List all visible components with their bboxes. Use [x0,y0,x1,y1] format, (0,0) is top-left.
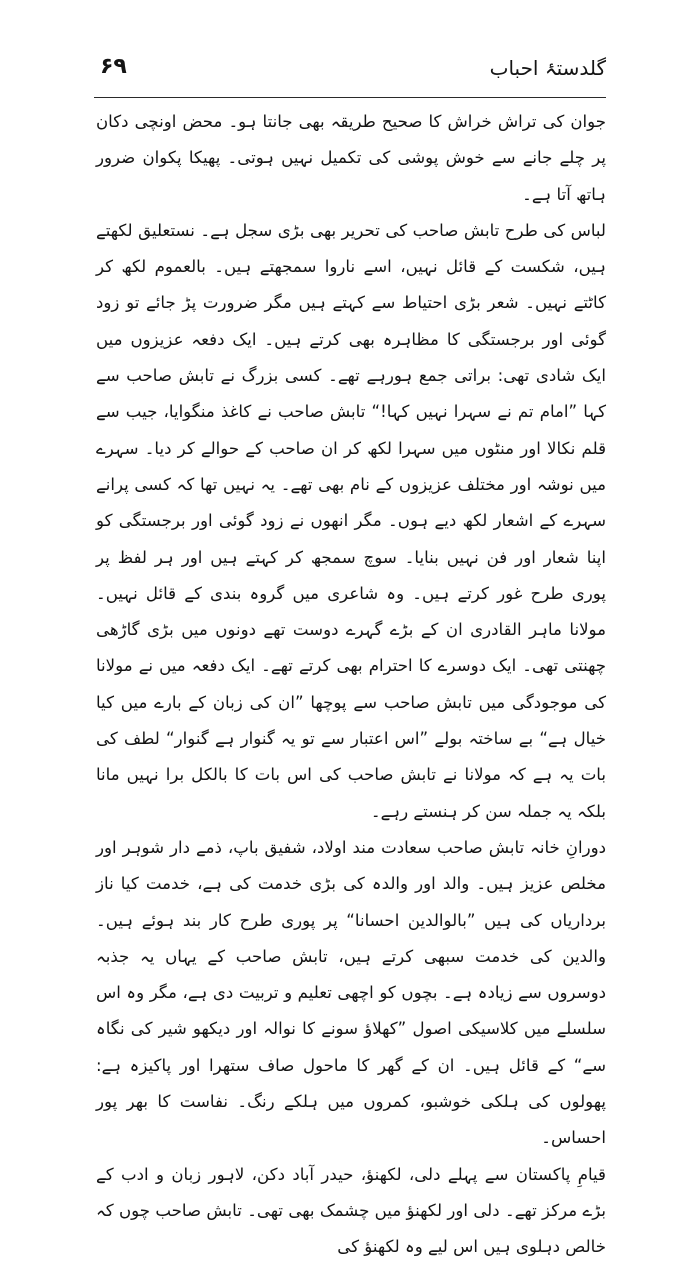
paragraph-2: لباس کی طرح تابش صاحب کی تحریر بھی بڑی سجل ہے۔ نستعلیق لکھتے ہیں، شکست کے قائل نہیں، اسے ناروا سمجھتے ہیں۔ بالعموم لکھ کر کاٹتے نہیں۔ شعر بڑی احتیاط سے کہتے ہیں مگر ضرورت پڑ جائے تو زود گوئی اور برجستگی کا مظاہرہ بھی کرتے ہیں۔ ایک دفعہ عزیزوں میں ایک شادی تھی: براتی جمع ہورہے تھے۔ کسی بزرگ نے تابش صاحب سے کہا ”امام تم نے سہرا نہیں کہا!“ تابش صاحب نے کاغذ منگوایا، جیب سے قلم نکالا اور منٹوں میں سہرا لکھ کر ان صاحب کے حوالے کر دیا۔ سہرے میں نوشہ اور مختلف عزیزوں کے نام بھی تھے۔ یہ نہیں تھا کہ کسی پرانے سہرے کے اشعار لکھ دیے ہوں۔ مگر انھوں نے زود گوئی اور برجستگی کو اپنا شعار اور فن نہیں بنایا۔ سوچ سمجھ کر کہتے ہیں اور ہر لفظ پر پوری طرح غور کرتے ہیں۔ وہ شاعری میں گروہ بندی کے قائل نہیں۔ مولانا ماہر القادری ان کے بڑے گہرے دوست تھے دونوں میں بڑی گاڑھی چھنتی تھی۔ ایک دوسرے کا احترام بھی کرتے تھے۔ ایک دفعہ میں نے مولانا کی موجودگی میں تابش صاحب سے پوچھا ”ان کی زبان کے بارے میں کیا خیال ہے“ بے ساختہ بولے ”اس اعتبار سے تو یہ گنوار ہے گنوار“ لطف کی بات یہ ہے کہ مولانا نے تابش صاحب کی اس بات کا بالکل برا نہیں مانا بلکہ یہ جملہ سن کر ہنستے رہے۔ [96,220,606,821]
paragraph-1: جوان کی تراش خراش کا صحیح طریقہ بھی جانتا ہو۔ محض اونچی دکان پر چلے جانے سے خوش پوشی کی تکمیل نہیں ہوتی۔ پھیکا پکوان ضرور ہاتھ آتا ہے۔ [96,112,606,204]
header-rule [94,97,606,98]
paragraph-3: دورانِ خانہ تابش صاحب سعادت مند اولاد، شفیق باپ، ذمے دار شوہر اور مخلص عزیز ہیں۔ والد اور والدہ کی بڑی خدمت کی ہے، خدمت کیا ناز برداریاں کی ہیں ”بالوالدین احسانا“ پر پوری طرح کار بند ہوئے ہیں۔ والدین کی خدمت سبھی کرتے ہیں، تابش صاحب کے یہاں یہ جذبہ دوسروں سے زیادہ ہے۔ بچوں کو اچھی تعلیم و تربیت دی ہے، مگر وہ اس سلسلے میں کلاسیکی اصول ”کھلاؤ سونے کا نوالہ اور دیکھو شیر کی نگاہ سے“ کے قائل ہیں۔ ان کے گھر کا ماحول صاف ستھرا اور پاکیزہ ہے: پھولوں کی ہلکی خوشبو، کمروں میں ہلکے رنگ۔ نفاست کا بھر پور احساس۔ [96,837,606,1148]
running-title: گلدستۂ احباب [489,56,606,80]
paragraph-4: قیامِ پاکستان سے پہلے دلی، لکھنؤ، حیدر آباد دکن، لاہور زبان و ادب کے بڑے مرکز تھے۔ دلی اور لکھنؤ میں چشمک بھی تھی۔ تابش صاحب چوں کہ خالص دہلوی ہیں اس لیے وہ لکھنؤ کی [96,1164,606,1257]
page-body [96,104,606,1266]
page-number: ۶۹ [100,54,127,79]
page-header [94,54,606,94]
